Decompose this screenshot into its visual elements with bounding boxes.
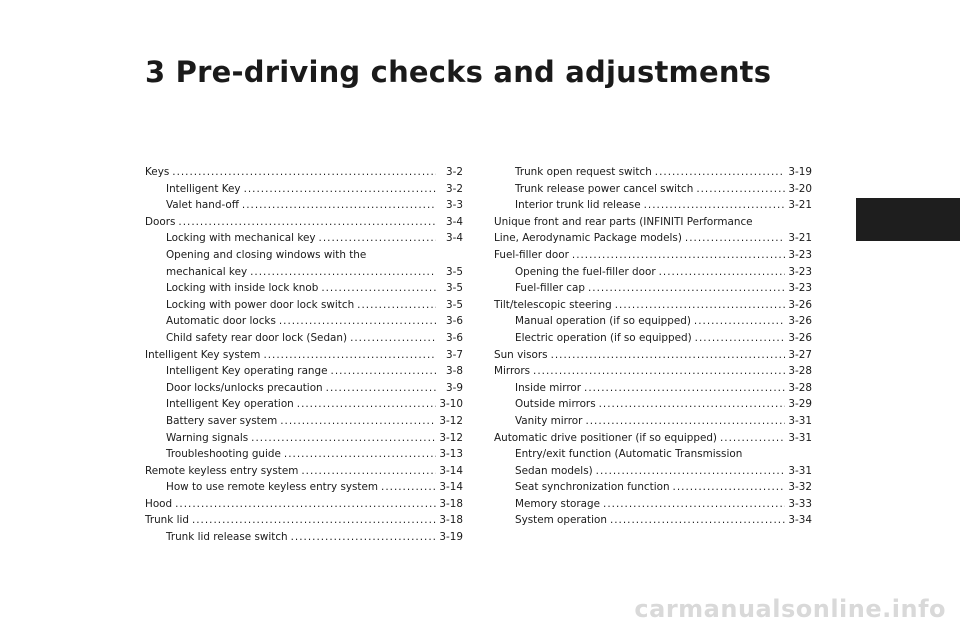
toc-page-number: 3-27 [788,348,812,361]
chapter-thumb-tab [856,198,960,241]
toc-entry-label: Doors [145,215,176,228]
toc-page-number: 3-4 [446,215,463,228]
toc-subentry[interactable] [494,396,812,413]
toc-entry-label: Interior trunk lid release [515,199,641,212]
toc-subentry[interactable] [494,330,812,347]
dot-leader [644,197,785,214]
toc-entry-label: Sedan models) [515,464,593,477]
toc-page-number: 3-2 [446,166,463,178]
toc-page-number: 3-5 [446,265,463,278]
toc-entry[interactable] [145,463,463,480]
toc-left-column [145,164,463,546]
toc-page-number: 3-23 [788,282,812,295]
toc-entry[interactable] [145,164,463,181]
dot-leader [615,297,785,314]
toc-subentry[interactable] [494,446,812,479]
toc-entry-label: Intelligent Key operation [166,398,294,411]
toc-page-number: 3-34 [788,514,812,527]
toc-entry-label: Remote keyless entry system [145,464,299,477]
toc-subentry[interactable] [494,380,812,397]
dot-leader [655,164,785,181]
toc-subentry[interactable] [494,197,812,214]
toc-subentry[interactable] [145,313,463,330]
toc-page-number: 3-3 [446,199,463,212]
toc-entry[interactable] [494,214,812,247]
toc-page-number: 3-23 [788,248,812,261]
toc-page-number: 3-19 [788,166,812,178]
toc-entry-label: Valet hand-off [166,199,239,212]
toc-subentry[interactable] [145,280,463,297]
dot-leader [279,313,436,330]
toc-entry[interactable] [145,496,463,513]
toc-page-number: 3-7 [446,348,463,361]
toc-entry-label: Door locks/unlocks precaution [166,381,323,394]
toc-subentry[interactable] [145,363,463,380]
toc-page-number: 3-9 [446,381,463,394]
toc-entry-label: Locking with inside lock knob [166,282,319,295]
toc-subentry[interactable] [145,479,463,496]
toc-page-number: 3-10 [439,398,463,411]
dot-leader [192,512,436,529]
toc-entry[interactable] [145,214,463,231]
toc-subentry[interactable] [145,297,463,314]
toc-entry-label: Trunk open request switch [515,166,652,178]
toc-page-number: 3-31 [788,464,812,477]
dot-leader [297,396,436,413]
toc-page-number: 3-13 [439,448,463,461]
toc-page-number: 3-2 [446,182,463,195]
toc-subentry[interactable] [145,413,463,430]
toc-entry-label: Opening and closing windows with the [166,248,367,261]
toc-subentry[interactable] [145,380,463,397]
toc-page-number: 3-14 [439,481,463,494]
dot-leader [599,396,785,413]
toc-entry-label: Intelligent Key [166,182,241,195]
toc-subentry[interactable] [145,197,463,214]
dot-leader [596,463,785,480]
dot-leader [301,463,436,480]
toc-entry-label: Intelligent Key system [145,348,261,361]
watermark: carmanualsonline.info [634,595,946,623]
dot-leader [175,496,436,513]
toc-page-number: 3-31 [788,431,812,444]
toc-page-number: 3-5 [446,298,463,311]
toc-entry-label: Mirrors [494,365,531,378]
dot-leader [250,264,436,281]
toc-entry[interactable] [494,430,812,447]
toc-entry-label: System operation [515,514,607,527]
toc-subentry[interactable] [145,430,463,447]
toc-page-number: 3-26 [788,331,812,344]
dot-leader [603,496,785,513]
toc-page-number: 3-33 [788,497,812,510]
toc-entry-label: Fuel-filler cap [515,282,585,295]
dot-leader [242,197,436,214]
toc-subentry[interactable] [145,396,463,413]
toc-entry-label: Intelligent Key operating range [166,365,328,378]
dot-leader [533,363,785,380]
dot-leader [321,280,436,297]
toc-entry-label: Unique front and rear parts (INFINITI Performance [494,215,753,228]
toc-entry-label: Trunk lid [145,514,189,527]
toc-subentry[interactable] [494,181,812,198]
toc-entry[interactable] [494,297,812,314]
page-title: 3 Pre-driving checks and adjustments [145,55,772,89]
toc-page-number: 3-19 [439,531,463,544]
toc-subentry[interactable] [494,164,812,181]
toc-entry-label: Locking with mechanical key [166,232,316,245]
toc-subentry[interactable] [145,529,463,546]
toc-entry[interactable] [145,347,463,364]
toc-page-number: 3-12 [439,431,463,444]
toc-page-number: 3-6 [446,331,463,344]
toc-page-number: 3-6 [446,315,463,328]
toc-entry-label: Fuel-filler door [494,248,569,261]
dot-leader [588,280,785,297]
dot-leader [381,479,436,496]
toc-entry-label: Trunk lid release switch [166,531,288,544]
toc-entry-label: Memory storage [515,497,601,510]
toc-entry-label: Sun visors [494,348,548,361]
toc-page-number: 3-14 [439,464,463,477]
toc-page-number: 3-4 [446,232,463,245]
toc-entry-label: Hood [145,497,173,510]
toc-entry-label: Electric operation (if so equipped) [515,331,692,344]
dot-leader [695,330,785,347]
toc-entry-label: How to use remote keyless entry system [166,481,379,494]
toc-page-number: 3-21 [788,232,812,245]
toc-page-number: 3-18 [439,497,463,510]
dot-leader [572,247,785,264]
toc-page-number: 3-21 [788,199,812,212]
dot-leader [331,363,436,380]
toc-subentry[interactable] [145,230,463,247]
dot-leader [659,264,785,281]
toc-subentry[interactable] [145,330,463,347]
dot-leader [172,164,436,181]
toc-entry-label: Keys [145,166,170,178]
toc-entry-label: Vanity mirror [515,414,583,427]
toc-entry-label: Automatic drive positioner (if so equipped) [494,431,717,444]
toc-entry-label: Battery saver system [166,414,278,427]
toc-entry-label: Manual operation (if so equipped) [515,315,691,328]
toc-subentry[interactable] [145,181,463,198]
dot-leader [178,214,436,231]
toc-entry[interactable] [494,363,812,380]
toc-subentry[interactable] [494,280,812,297]
toc-entry-label: Trunk release power cancel switch [515,182,694,195]
toc-entry-label: Line, Aerodynamic Package models) [494,232,682,245]
toc-page-number: 3-26 [788,315,812,328]
toc-entry-label: Tilt/telescopic steering [494,298,612,311]
toc-entry-label: Seat synchronization function [515,481,670,494]
toc-entry[interactable] [494,247,812,264]
toc-entry-label: Outside mirrors [515,398,596,411]
toc-subentry[interactable] [145,446,463,463]
toc-page-number: 3-28 [788,381,812,394]
dot-leader [694,313,785,330]
toc-entry[interactable] [145,512,463,529]
dot-leader [291,529,436,546]
dot-leader [585,413,785,430]
toc-entry-label: Troubleshooting guide [166,448,281,461]
toc-subentry[interactable] [494,479,812,496]
dot-leader [610,512,785,529]
dot-leader [319,230,436,247]
toc-entry-label: Warning signals [166,431,249,444]
toc-subentry[interactable] [494,264,812,281]
dot-leader [584,380,785,397]
dot-leader [251,430,436,447]
dot-leader [244,181,436,198]
toc-entry-label: Entry/exit function (Automatic Transmission [515,448,743,461]
toc-entry-label: Automatic door locks [166,315,276,328]
toc-entry-label: Opening the fuel-filler door [515,265,656,278]
dot-leader [284,446,436,463]
toc-right-column [494,164,812,529]
toc-page-number: 3-31 [788,414,812,427]
toc-entry-label: Locking with power door lock switch [166,298,355,311]
dot-leader [263,347,436,364]
toc-page-number: 3-23 [788,265,812,278]
dot-leader [551,347,785,364]
toc-subentry[interactable] [494,496,812,513]
toc-subentry[interactable] [494,512,812,529]
toc-page-number: 3-20 [788,182,812,195]
toc-page-number: 3-12 [439,414,463,427]
dot-leader [673,479,785,496]
toc-entry[interactable] [494,347,812,364]
toc-subentry[interactable] [145,247,463,280]
toc-page-number: 3-8 [446,365,463,378]
toc-page-number: 3-5 [446,282,463,295]
dot-leader [357,297,436,314]
toc-entry-label: Child safety rear door lock (Sedan) [166,331,348,344]
toc-page-number: 3-29 [788,398,812,411]
toc-subentry[interactable] [494,313,812,330]
dot-leader [696,181,785,198]
toc-page-number: 3-28 [788,365,812,378]
toc-page-number: 3-32 [788,481,812,494]
toc-subentry[interactable] [494,413,812,430]
dot-leader [326,380,436,397]
toc-entry-label: Inside mirror [515,381,582,394]
toc-page-number: 3-26 [788,298,812,311]
dot-leader [280,413,436,430]
toc-page-number: 3-18 [439,514,463,527]
dot-leader [350,330,436,347]
toc-entry-label: mechanical key [166,265,248,278]
dot-leader [685,230,785,247]
dot-leader [720,430,785,447]
